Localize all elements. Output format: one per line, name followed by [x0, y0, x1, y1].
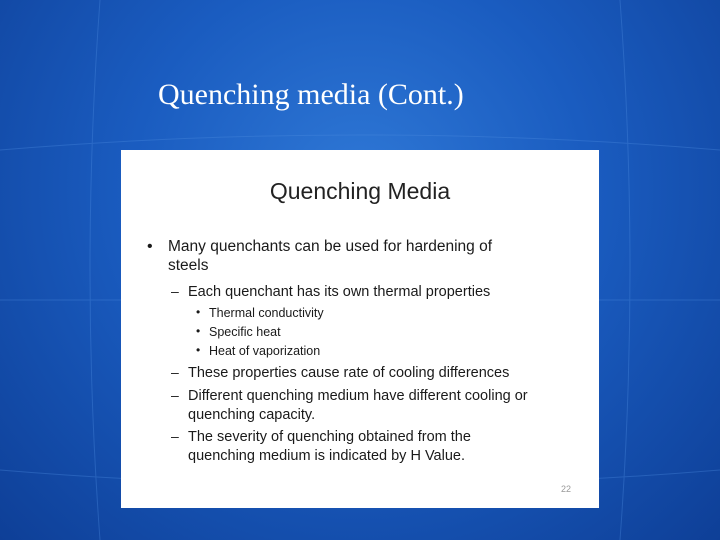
- dash-mark: –: [171, 387, 179, 403]
- bullet-dot: •: [196, 324, 201, 338]
- sub-bullet-d-line2: quenching medium is indicated by H Value.: [188, 448, 466, 464]
- sub-bullet-d-line1: The severity of quenching obtained from the: [188, 429, 471, 445]
- dash-mark: –: [171, 428, 179, 444]
- bullet-dot: •: [147, 238, 153, 255]
- bullet-dot: •: [196, 343, 201, 357]
- sub-item-3: Heat of vaporization: [209, 344, 321, 358]
- bullet-dot: •: [196, 305, 201, 319]
- sub-bullet-c-line2: quenching capacity.: [188, 407, 316, 423]
- sub-bullet-b: These properties cause rate of cooling differences: [188, 365, 510, 381]
- panel-heading: Quenching Media: [269, 178, 451, 204]
- bullet-l1-line1: Many quenchants can be used for hardening of: [168, 238, 493, 255]
- sub-bullet-a: Each quenchant has its own thermal properties: [188, 284, 491, 300]
- content-panel: [121, 150, 599, 508]
- sub-item-1: Thermal conductivity: [209, 306, 324, 320]
- slide-title: Quenching media (Cont.): [158, 78, 464, 111]
- page-number: 22: [560, 484, 571, 494]
- dash-mark: –: [171, 283, 179, 299]
- dash-mark: –: [171, 364, 179, 380]
- sub-item-2: Specific heat: [209, 325, 281, 339]
- sub-bullet-c-line1: Different quenching medium have different cooling or: [188, 388, 528, 404]
- bullet-l1-line2: steels: [168, 257, 209, 274]
